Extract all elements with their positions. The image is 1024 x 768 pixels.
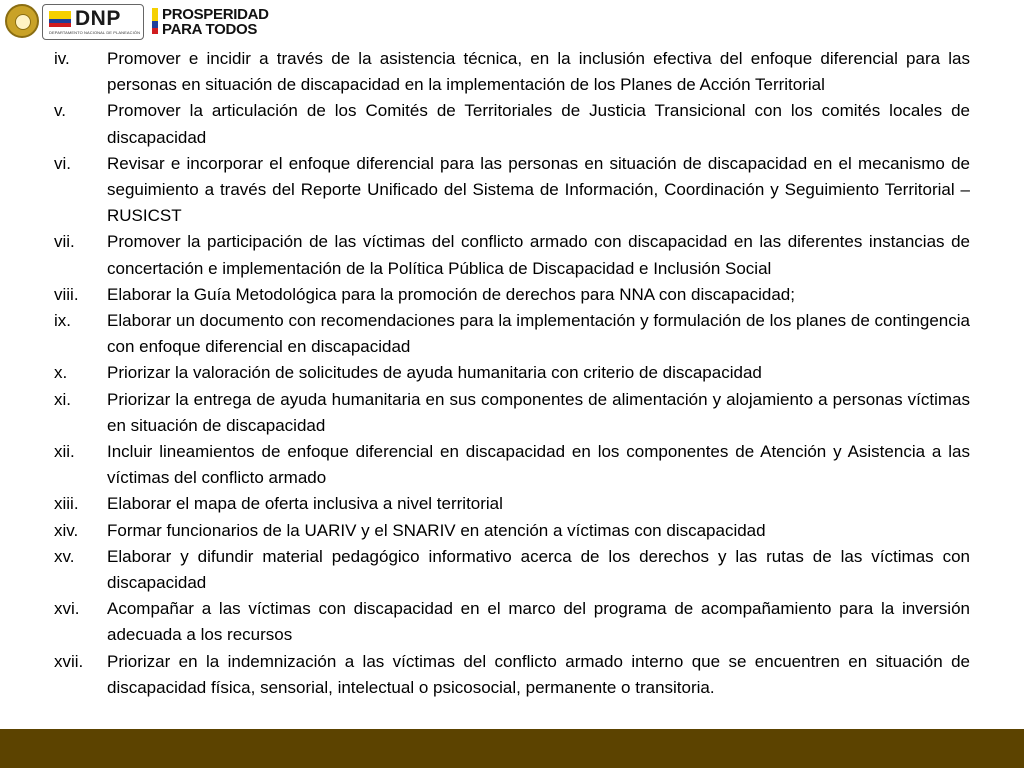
action-list [54,46,970,701]
prosperidad-logo [152,6,272,38]
list-item [54,308,970,360]
header [0,0,1024,44]
list-item-text: Elaborar y difundir material pedagógico informativo acerca de los derechos y las rutas de las víctimas con discapacidad [107,546,970,593]
dnp-logo-text: DNP [75,7,121,30]
list-item [54,544,970,596]
list-item [54,387,970,439]
prosperidad-line1: PROSPERIDAD [162,6,269,23]
list-item [54,46,970,98]
list-item [54,229,970,281]
list-item-text: Acompañar a las víctimas con discapacidad en el marco del programa de acompañamiento para la inversión adecuada a los recursos [107,599,970,645]
list-item-text: Elaborar la Guía Metodológica para la promoción de derechos para NNA con discapacidad; [107,284,795,304]
dnp-logo [42,4,144,40]
colombia-flag-icon [49,11,71,27]
footer-bar [0,729,1024,768]
list-item-number: viii. [54,284,79,304]
list-item [54,596,970,648]
list-item [54,282,970,308]
list-item-text: Promover e incidir a través de la asistencia técnica, en la inclusión efectiva del enfoque diferencial para las personas en situación de discapacidad en la implementación de los Planes de Acción Territorial [107,49,970,95]
list-item-number: vii. [54,232,75,252]
list-item-number: xv. [54,546,75,566]
list-item-text: Incluir lineamientos de enfoque diferencial en discapacidad en los componentes de Atención y Asistencia a las víctimas del conflicto armado [107,442,970,488]
list-item-text: Revisar e incorporar el enfoque diferencial para las personas en situación de discapacidad en el mecanismo de seguimiento a través del Reporte Unificado del Sistema de Información, Coordinación y Seguimiento Territorial – RUSICST [107,153,970,226]
coat-of-arms-icon [5,4,39,38]
list-item [54,491,970,517]
list-item-text: Priorizar en la indemnización a las víctimas del conflicto armado interno que se encuentren en situación de discapacidad física, sensorial, intelectual o psicosocial, permanente o transitoria. [107,651,970,697]
list-item-text: Elaborar un documento con recomendaciones para la implementación y formulación de los planes de contingencia con enfoque diferencial en discapacidad [107,311,970,357]
list-item-number: v. [54,101,66,121]
list-item-number: xvi. [54,599,80,619]
prosperidad-line2: PARA TODOS [162,21,258,38]
list-item-text: Promover la participación de las víctimas del conflicto armado con discapacidad en las diferentes instancias de concertación e implementación de la Política Pública de Discapacidad e Inclusión Social [107,232,970,278]
list-item [54,649,970,701]
list-item [54,151,970,230]
list-item-number: vi. [54,153,71,173]
list-item-number: xiv. [54,520,79,540]
list-item [54,439,970,491]
list-item [54,98,970,150]
list-item-number: xi. [54,389,71,409]
list-item [54,360,970,386]
dnp-logo-subtitle: DEPARTAMENTO NACIONAL DE PLANEACIÓN [49,30,141,35]
prosperidad-flag-icon [152,8,158,34]
list-item-number: xiii. [54,494,79,514]
list-item-text: Promover la articulación de los Comités de Territoriales de Justicia Transicional con los comités locales de discapacidad [107,101,970,147]
list-item-text: Priorizar la entrega de ayuda humanitaria en sus componentes de alimentación y alojamiento a personas víctimas en situación de discapacidad [107,389,970,435]
list-item [54,518,970,544]
list-item-number: x. [54,363,68,383]
list-item-text: Formar funcionarios de la UARIV y el SNARIV en atención a víctimas con discapacidad [107,520,766,540]
list-item-text: Elaborar el mapa de oferta inclusiva a nivel territorial [107,494,503,514]
list-item-text: Priorizar la valoración de solicitudes de ayuda humanitaria con criterio de discapacidad [107,363,762,383]
list-item-number: iv. [54,49,70,68]
list-item-number: xii. [54,442,75,462]
list-item-number: xvii. [54,651,84,671]
list-item-number: ix. [54,311,71,331]
